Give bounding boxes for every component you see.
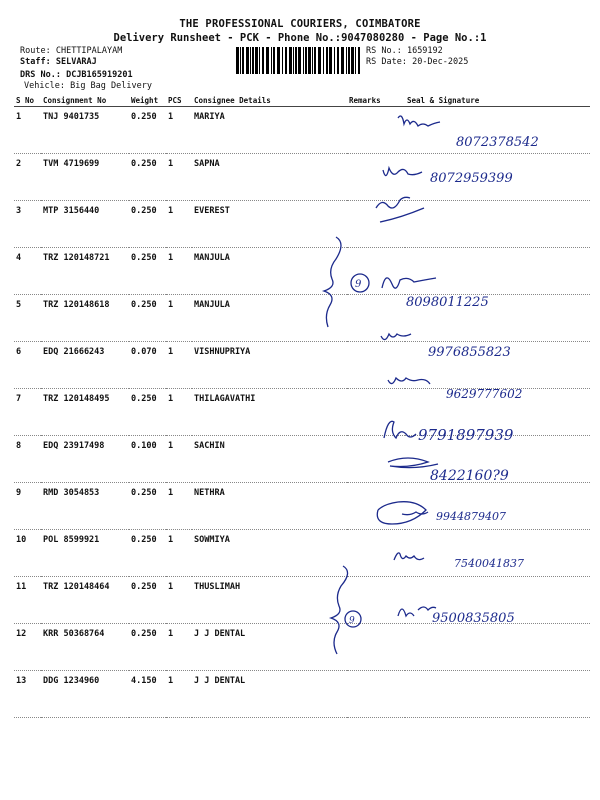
row-consignment-no: RMD 3054853 — [41, 483, 129, 530]
drs-line — [20, 70, 133, 80]
seal-mark-4-5: 9 — [355, 279, 362, 290]
signature-phone-12-13: 9500835805 — [432, 611, 515, 626]
row-consignee: MARIYA — [192, 107, 347, 154]
rs-no-label: RS No.: — [366, 46, 402, 56]
row-consignee: THILAGAVATHI — [192, 389, 347, 436]
signature-phone-6: 9976855823 — [428, 345, 511, 360]
row-consignment-no: TRZ 120148464 — [41, 577, 129, 624]
row-remarks — [347, 342, 405, 389]
signature-phone-10: 9944879407 — [436, 510, 506, 523]
row-sno: 10 — [14, 530, 41, 577]
company-title: THE PROFESSIONAL COURIERS, COIMBATORE — [179, 18, 421, 30]
row-weight: 0.070 — [129, 342, 166, 389]
row-sno: 11 — [14, 577, 41, 624]
signature-phone-9: 8422160?9 — [430, 468, 509, 484]
row-signature-cell — [405, 436, 590, 483]
row-remarks — [347, 107, 405, 154]
row-pcs: 1 — [166, 201, 192, 248]
table-row — [14, 248, 590, 295]
row-signature-cell — [405, 201, 590, 248]
row-remarks — [347, 154, 405, 201]
row-signature-cell — [405, 483, 590, 530]
row-pcs: 1 — [166, 248, 192, 295]
staff-label: Staff: — [20, 57, 51, 67]
row-signature-cell — [405, 671, 590, 718]
row-weight: 0.250 — [129, 154, 166, 201]
signature-phone-11: 7540041837 — [454, 557, 524, 570]
row-remarks — [347, 530, 405, 577]
row-consignment-no: KRR 50368764 — [41, 624, 129, 671]
row-pcs: 1 — [166, 530, 192, 577]
col-consignment: Consignment No — [41, 94, 129, 107]
col-consignee: Consignee Details — [192, 94, 347, 107]
row-remarks — [347, 201, 405, 248]
drs-label: DRS No.: — [20, 70, 61, 80]
row-remarks — [347, 483, 405, 530]
row-consignee: SOWMIYA — [192, 530, 347, 577]
row-consignment-no: DDG 1234960 — [41, 671, 129, 718]
table-row — [14, 154, 590, 201]
row-consignee: J J DENTAL — [192, 671, 347, 718]
row-signature-cell — [405, 342, 590, 389]
row-consignment-no: TRZ 120148721 — [41, 248, 129, 295]
row-consignment-no: POL 8599921 — [41, 530, 129, 577]
row-consignee: SAPNA — [192, 154, 347, 201]
row-signature-cell — [405, 295, 590, 342]
table-row — [14, 201, 590, 248]
row-weight: 4.150 — [129, 671, 166, 718]
row-signature-cell — [405, 624, 590, 671]
col-sno: S No — [14, 94, 41, 107]
runsheet-table — [14, 94, 590, 718]
row-remarks — [347, 248, 405, 295]
row-sno: 1 — [14, 107, 41, 154]
row-signature-cell — [405, 154, 590, 201]
row-remarks — [347, 295, 405, 342]
col-weight: Weight — [129, 94, 166, 107]
row-signature-cell — [405, 577, 590, 624]
row-pcs: 1 — [166, 389, 192, 436]
staff-line — [20, 57, 97, 67]
row-remarks — [347, 577, 405, 624]
table-row — [14, 624, 590, 671]
table-row — [14, 295, 590, 342]
row-signature-cell — [405, 248, 590, 295]
row-pcs: 1 — [166, 342, 192, 389]
table-row — [14, 436, 590, 483]
signature-phone-1: 8072378542 — [456, 135, 539, 150]
row-sno: 13 — [14, 671, 41, 718]
table-row — [14, 107, 590, 154]
row-consignee: MANJULA — [192, 248, 347, 295]
row-remarks — [347, 436, 405, 483]
rs-no-line — [366, 46, 443, 56]
row-consignment-no: TRZ 120148618 — [41, 295, 129, 342]
row-remarks — [347, 671, 405, 718]
row-weight: 0.250 — [129, 483, 166, 530]
row-signature-cell — [405, 389, 590, 436]
route-value: CHETTIPALAYAM — [55, 46, 123, 56]
row-sno: 12 — [14, 624, 41, 671]
rs-date-value: 20-Dec-2025 — [412, 57, 469, 67]
col-signature: Seal & Signature — [405, 94, 590, 107]
row-consignee: VISHNUPRIYA — [192, 342, 347, 389]
row-consignment-no: EDQ 23917498 — [41, 436, 129, 483]
row-sno: 2 — [14, 154, 41, 201]
rs-date-label: RS Date: — [366, 57, 407, 67]
row-sno: 7 — [14, 389, 41, 436]
table-row — [14, 577, 590, 624]
row-pcs: 1 — [166, 154, 192, 201]
table-row — [14, 342, 590, 389]
route-line — [20, 46, 122, 56]
row-weight: 0.250 — [129, 248, 166, 295]
row-weight: 0.250 — [129, 201, 166, 248]
row-consignee: NETHRA — [192, 483, 347, 530]
drs-value: DCJB165919201 — [66, 70, 133, 80]
row-pcs: 1 — [166, 671, 192, 718]
row-pcs: 1 — [166, 436, 192, 483]
row-remarks — [347, 624, 405, 671]
row-weight: 0.250 — [129, 295, 166, 342]
row-consignee: SACHIN — [192, 436, 347, 483]
row-sno: 8 — [14, 436, 41, 483]
table-row — [14, 671, 590, 718]
signature-phone-7: 9629777602 — [446, 387, 523, 401]
seal-mark-12-13: 9 — [349, 616, 355, 626]
row-weight: 0.100 — [129, 436, 166, 483]
row-consignment-no: TVM 4719699 — [41, 154, 129, 201]
row-weight: 0.250 — [129, 530, 166, 577]
row-remarks — [347, 389, 405, 436]
table-header-row — [14, 94, 590, 107]
row-sno: 9 — [14, 483, 41, 530]
runsheet-subtitle: Delivery Runsheet - PCK - Phone No.:9047080280 - Page No.:1 — [113, 32, 487, 44]
row-weight: 0.250 — [129, 624, 166, 671]
row-sno: 4 — [14, 248, 41, 295]
row-consignment-no: EDQ 21666243 — [41, 342, 129, 389]
rs-no-value: 1659192 — [406, 46, 443, 56]
row-pcs: 1 — [166, 483, 192, 530]
row-weight: 0.250 — [129, 577, 166, 624]
row-pcs: 1 — [166, 107, 192, 154]
signature-phone-4-5: 8098011225 — [406, 295, 489, 310]
row-pcs: 1 — [166, 577, 192, 624]
row-consignee: MANJULA — [192, 295, 347, 342]
row-sno: 5 — [14, 295, 41, 342]
route-label: Route: — [20, 46, 51, 56]
row-consignee: THUSLIMAH — [192, 577, 347, 624]
row-consignment-no: TRZ 120148495 — [41, 389, 129, 436]
row-weight: 0.250 — [129, 107, 166, 154]
signature-phone-8: 9791897939 — [418, 426, 514, 444]
row-consignee: J J DENTAL — [192, 624, 347, 671]
barcode — [236, 47, 362, 74]
vehicle-line — [24, 81, 152, 91]
col-remarks: Remarks — [347, 94, 405, 107]
row-sno: 6 — [14, 342, 41, 389]
signature-phone-2: 8072959399 — [430, 171, 513, 186]
row-weight: 0.250 — [129, 389, 166, 436]
col-pcs: PCS — [166, 94, 192, 107]
row-signature-cell — [405, 107, 590, 154]
row-consignment-no: TNJ 9401735 — [41, 107, 129, 154]
row-pcs: 1 — [166, 295, 192, 342]
row-signature-cell — [405, 530, 590, 577]
row-pcs: 1 — [166, 624, 192, 671]
rs-date-line — [366, 57, 468, 67]
row-sno: 3 — [14, 201, 41, 248]
staff-value: SELVARAJ — [55, 57, 97, 67]
row-consignee: EVEREST — [192, 201, 347, 248]
vehicle-label: Vehicle: — [24, 81, 65, 91]
table-row — [14, 389, 590, 436]
vehicle-value: Big Bag Delivery — [70, 81, 152, 91]
table-row — [14, 530, 590, 577]
table-row — [14, 483, 590, 530]
row-consignment-no: MTP 3156440 — [41, 201, 129, 248]
